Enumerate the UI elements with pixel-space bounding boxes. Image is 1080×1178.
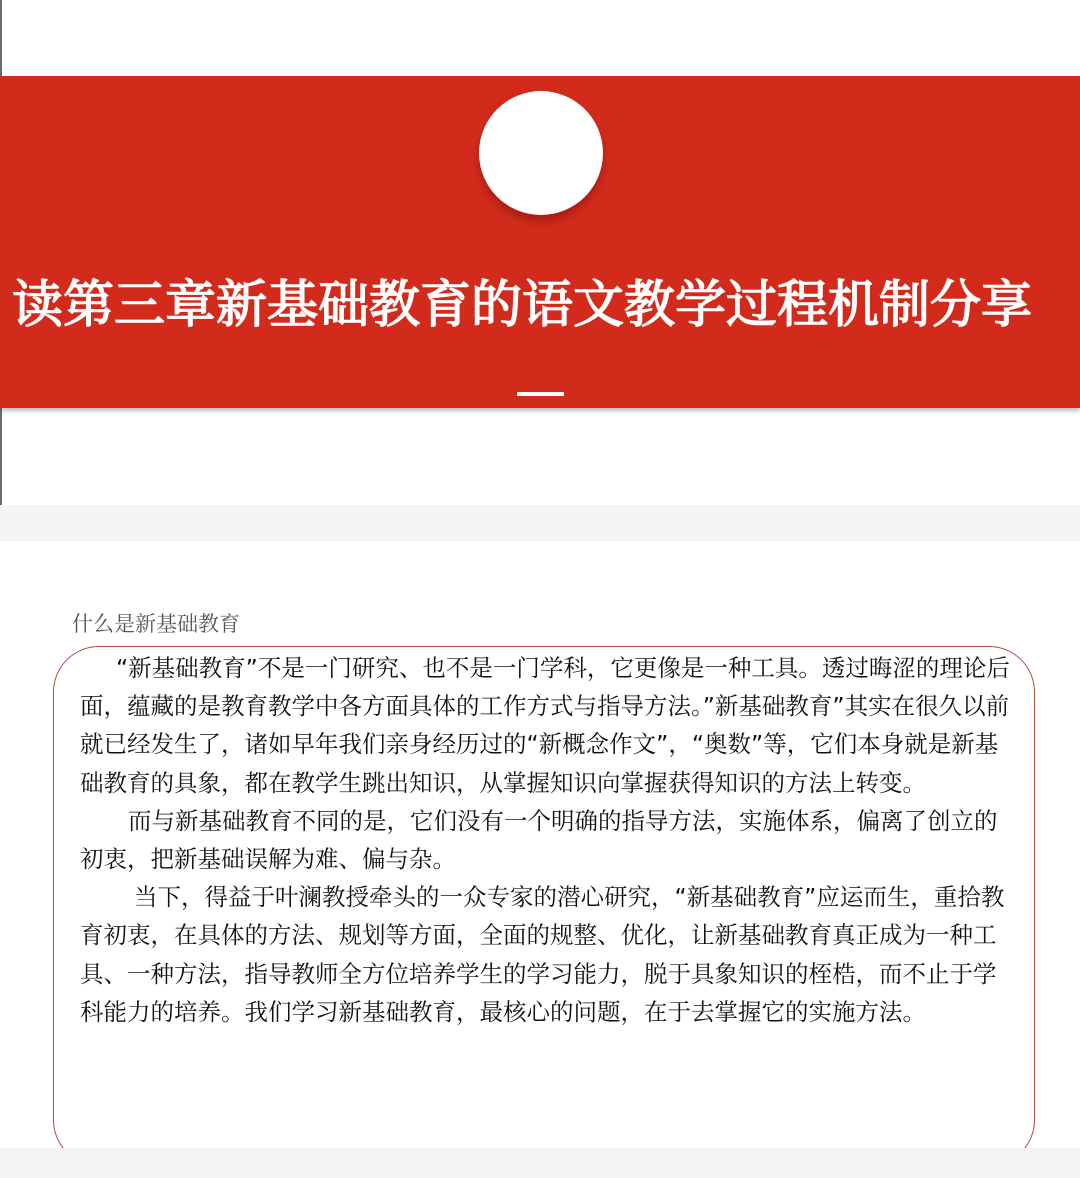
section-title: 什么是新基础教育: [72, 612, 240, 636]
slide-separator-bottom: [0, 1148, 1080, 1178]
paragraph-2: 而与新基础教育不同的是，它们没有一个明确的指导方法，实施体系，偏离了创立的初衷，把新基础误解为难、偏与杂。: [80, 806, 998, 874]
slide-title: 读第三章新基础教育的语文教学过程机制分享: [12, 276, 1033, 335]
paragraph-3: 当下，得益于叶澜教授牵头的一众专家的潜心研究，“新基础教育”应运而生，重拾教育初衷，在具体的方法、规划等方面，全面的规整、优化，让新基础教育真正成为一种工具、一种方法，指导教师全方位培养学生的学习能力，脱于具象知识的桎梏，而不止于学科能力的培养。我们学习新基础教育，最核心的问题，在于去掌握它的实施方法。: [80, 883, 1005, 1026]
title-divider: [517, 392, 564, 396]
content-body: [80, 649, 1010, 1031]
cover-slide: [0, 76, 1080, 445]
slide-separator: [0, 505, 1080, 541]
reporter-label: 汇报人：马珺宇: [483, 426, 596, 445]
decorative-circle: [479, 91, 603, 215]
paragraph-1: “新基础教育”不是一门研究、也不是一门学科，它更像是一种工具。透过晦涩的理论后面，蕴藏的是教育教学中各方面具体的工作方式与指导方法。”新基础教育”其实在很久以前就已经发生了，诸如早年我们亲身经历过的“新概念作文”，“奥数”等，它们本身就是新基础教育的具象，都在教学生跳出知识，从掌握知识向掌握获得知识的方法上转变。: [80, 654, 1010, 797]
